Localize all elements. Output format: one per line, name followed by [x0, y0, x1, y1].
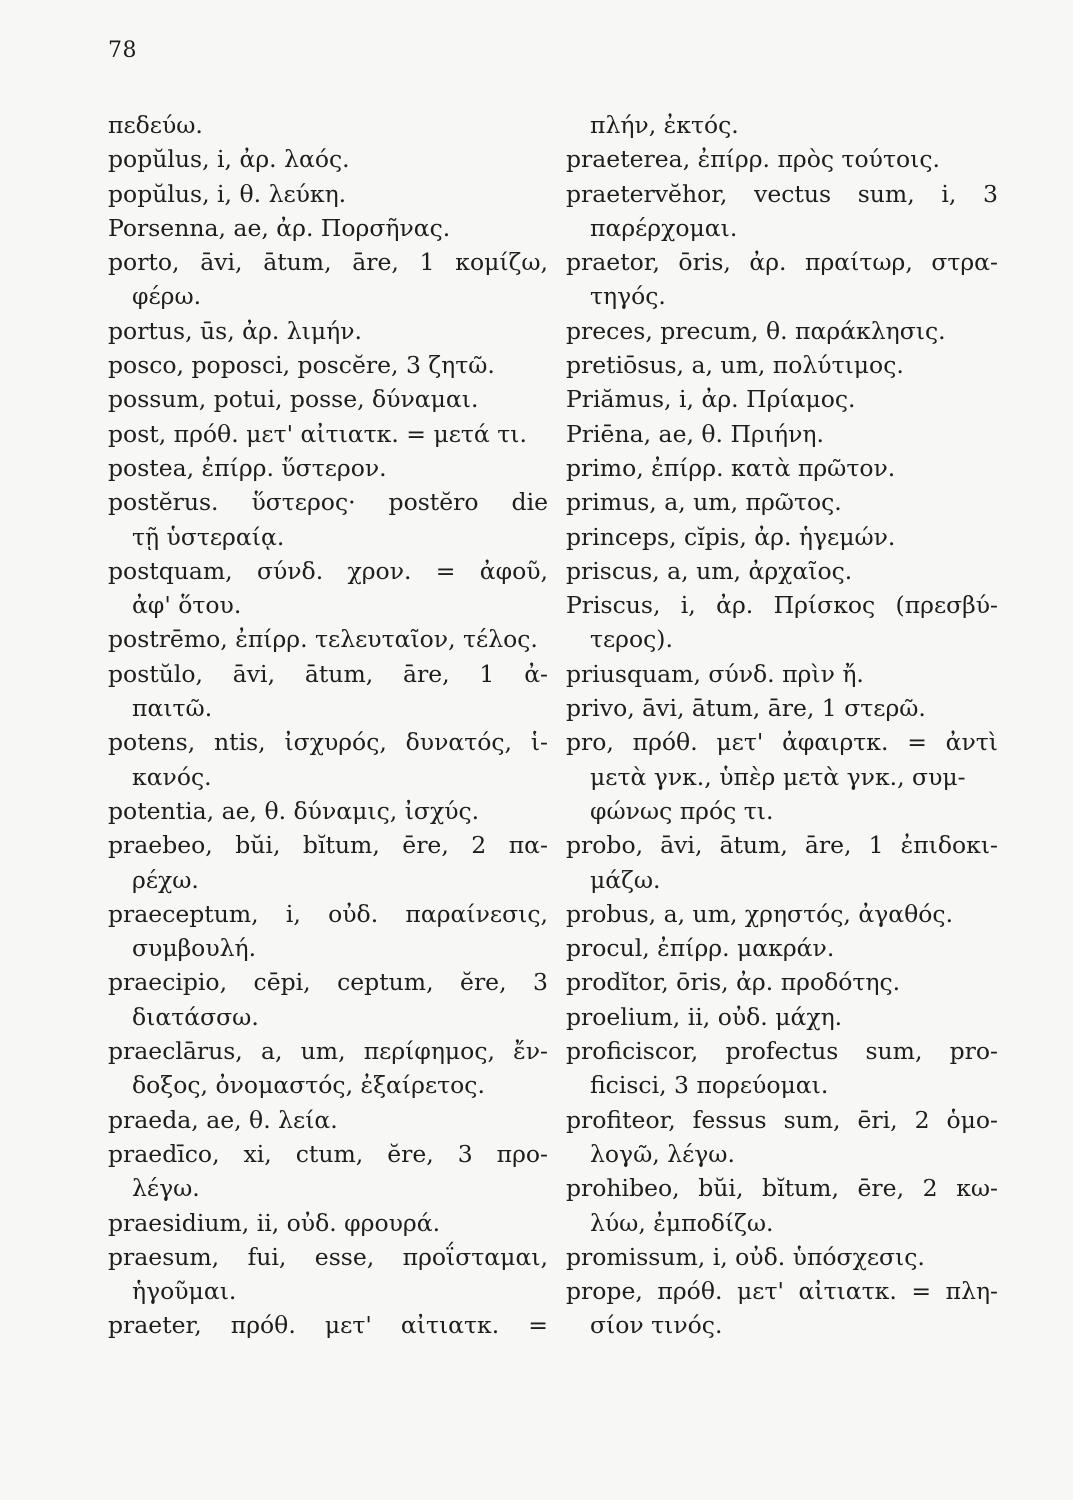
- entry-line: praeceptum, i, οὐδ. παραίνεσις,: [108, 899, 548, 928]
- entry-line: procul, ἐπίρρ. μακράν.: [566, 934, 835, 963]
- entry-line: παρέρχομαι.: [590, 213, 738, 242]
- entry-line: μετὰ γνκ., ὑπὲρ μετὰ γνκ., συμ-: [590, 762, 966, 791]
- entry-line: Priămus, i, ἀρ. Πρίαμος.: [566, 385, 856, 414]
- entry-line: promissum, i, οὐδ. ὑπόσχεσις.: [566, 1242, 925, 1271]
- entry-line: postrēmo, ἐπίρρ. τελευταῖον, τέλος.: [108, 625, 538, 654]
- entry-line: potens, ntis, ἰσχυρός, δυνατός, ἱ-: [108, 728, 548, 757]
- entry-line: σίον τινός.: [590, 1311, 723, 1340]
- entry-line: λέγω.: [132, 1174, 200, 1203]
- entry-line: praetervĕhor, vectus sum, i, 3: [566, 179, 998, 208]
- entry-line: πεδεύω.: [108, 111, 203, 139]
- entry-line: prohibeo, bŭi, bĭtum, ēre, 2 κω-: [566, 1174, 998, 1203]
- entry-line: praeclārus, a, um, περίφημος, ἔν-: [108, 1037, 548, 1066]
- entry-line: τῇ ὑστεραίᾳ.: [132, 522, 285, 551]
- entry-line: profiteor, fessus sum, ēri, 2 ὁμο-: [566, 1105, 998, 1134]
- entry-line: primo, ἐπίρρ. κατὰ πρῶτον.: [566, 453, 896, 482]
- entry-line: διατάσσω.: [132, 1002, 259, 1031]
- entry-line: λογῶ, λέγω.: [590, 1139, 735, 1168]
- entry-line: preces, precum, θ. παράκλησις.: [566, 316, 946, 345]
- entry-line: pretiōsus, a, um, πολύτιμος.: [566, 351, 904, 380]
- entry-line: λύω, ἐμποδίζω.: [590, 1208, 774, 1237]
- entry-line: φέρω.: [132, 282, 202, 311]
- entry-line: portus, ūs, ἀρ. λιμήν.: [108, 316, 362, 345]
- entry-line: postquam, σύνδ. χρον. = ἀφοῦ,: [108, 556, 548, 585]
- entry-line: συμβουλή.: [132, 934, 257, 963]
- entry-line: ἡγοῦμαι.: [132, 1277, 237, 1306]
- entry-line: δοξος, ὀνομαστός, ἐξαίρετος.: [132, 1071, 485, 1100]
- entry-line: popŭlus, i, ἀρ. λαός.: [108, 145, 350, 174]
- entry-line: postŭlo, āvi, ātum, āre, 1 ἀ-: [108, 659, 548, 688]
- entry-line: probus, a, um, χρηστός, ἀγαθός.: [566, 899, 954, 928]
- entry-line: Priscus, i, ἀρ. Πρίσκος (πρεσβύ-: [566, 591, 998, 620]
- entry-line: priusquam, σύνδ. πρὶν ἤ.: [566, 659, 864, 688]
- entry-line: κανός.: [132, 762, 212, 791]
- entry-line: prope, πρόθ. μετ' αἰτιατκ. = πλη-: [566, 1277, 998, 1306]
- entry-line: μάζω.: [590, 865, 661, 894]
- entry-line: πλήν, ἐκτός.: [590, 111, 739, 139]
- entry-line: possum, potui, posse, δύναμαι.: [108, 385, 479, 414]
- entry-line: φώνως πρός τι.: [590, 796, 774, 825]
- entry-line: proficiscor, profectus sum, pro-: [566, 1037, 998, 1066]
- entry-line: Porsenna, ae, ἀρ. Πορσῆνας.: [108, 213, 451, 242]
- dictionary-column-right: [566, 108, 998, 1343]
- entry-line: praesum, fui, esse, προΐσταμαι,: [108, 1242, 548, 1271]
- entry-line: porto, āvi, ātum, āre, 1 κομίζω,: [108, 248, 548, 277]
- entry-line: pro, πρόθ. μετ' ἀφαιρτκ. = ἀντὶ: [566, 728, 998, 757]
- entry-line: probo, āvi, ātum, āre, 1 ἐπιδοκι-: [566, 831, 998, 860]
- entry-line: posco, poposci, poscĕre, 3 ζητῶ.: [108, 351, 495, 380]
- entry-line: praecipio, cēpi, ceptum, ĕre, 3: [108, 968, 548, 997]
- entry-line: popŭlus, i, θ. λεύκη.: [108, 179, 347, 208]
- entry-line: potentia, ae, θ. δύναμις, ἰσχύς.: [108, 796, 480, 825]
- entry-line: ρέχω.: [132, 865, 199, 894]
- entry-line: postĕrus. ὕστερος· postĕro die: [108, 488, 548, 517]
- entry-line: παιτῶ.: [132, 694, 213, 723]
- entry-line: praesidium, ii, οὐδ. φρουρά.: [108, 1208, 441, 1237]
- entry-line: praeterea, ἐπίρρ. πρὸς τούτοις.: [566, 145, 940, 174]
- entry-line: postea, ἐπίρρ. ὕστερον.: [108, 453, 387, 482]
- entry-line: prodĭtor, ōris, ἀρ. προδότης.: [566, 968, 901, 997]
- entry-line: praebeo, bŭi, bĭtum, ēre, 2 πα-: [108, 831, 548, 860]
- entry-line: praetor, ōris, ἀρ. πραίτωρ, στρα-: [566, 248, 998, 277]
- page-number: 78: [108, 38, 137, 63]
- entry-line: post, πρόθ. μετ' αἰτιατκ. = μετά τι.: [108, 419, 527, 448]
- entry-line: Priēna, ae, θ. Πριήνη.: [566, 419, 824, 448]
- entry-line: proelium, ii, οὐδ. μάχη.: [566, 1002, 843, 1031]
- entry-line: primus, a, um, πρῶτος.: [566, 488, 842, 517]
- entry-line: ficisci, 3 πορεύομαι.: [590, 1071, 829, 1100]
- entry-line: praeda, ae, θ. λεία.: [108, 1105, 338, 1134]
- entry-line: ἀφ' ὅτου.: [132, 591, 242, 620]
- entry-line: privo, āvi, ātum, āre, 1 στερῶ.: [566, 694, 926, 723]
- dictionary-column-left: [108, 108, 548, 1343]
- entry-line: praeter, πρόθ. μετ' αἰτιατκ. =: [108, 1311, 548, 1340]
- entry-line: τερος).: [590, 625, 673, 654]
- entry-line: τηγός.: [590, 282, 666, 311]
- entry-line: priscus, a, um, ἀρχαῖος.: [566, 556, 853, 585]
- entry-line: praedīco, xi, ctum, ĕre, 3 προ-: [108, 1139, 548, 1168]
- entry-line: princeps, cĭpis, ἀρ. ἡγεμών.: [566, 522, 896, 551]
